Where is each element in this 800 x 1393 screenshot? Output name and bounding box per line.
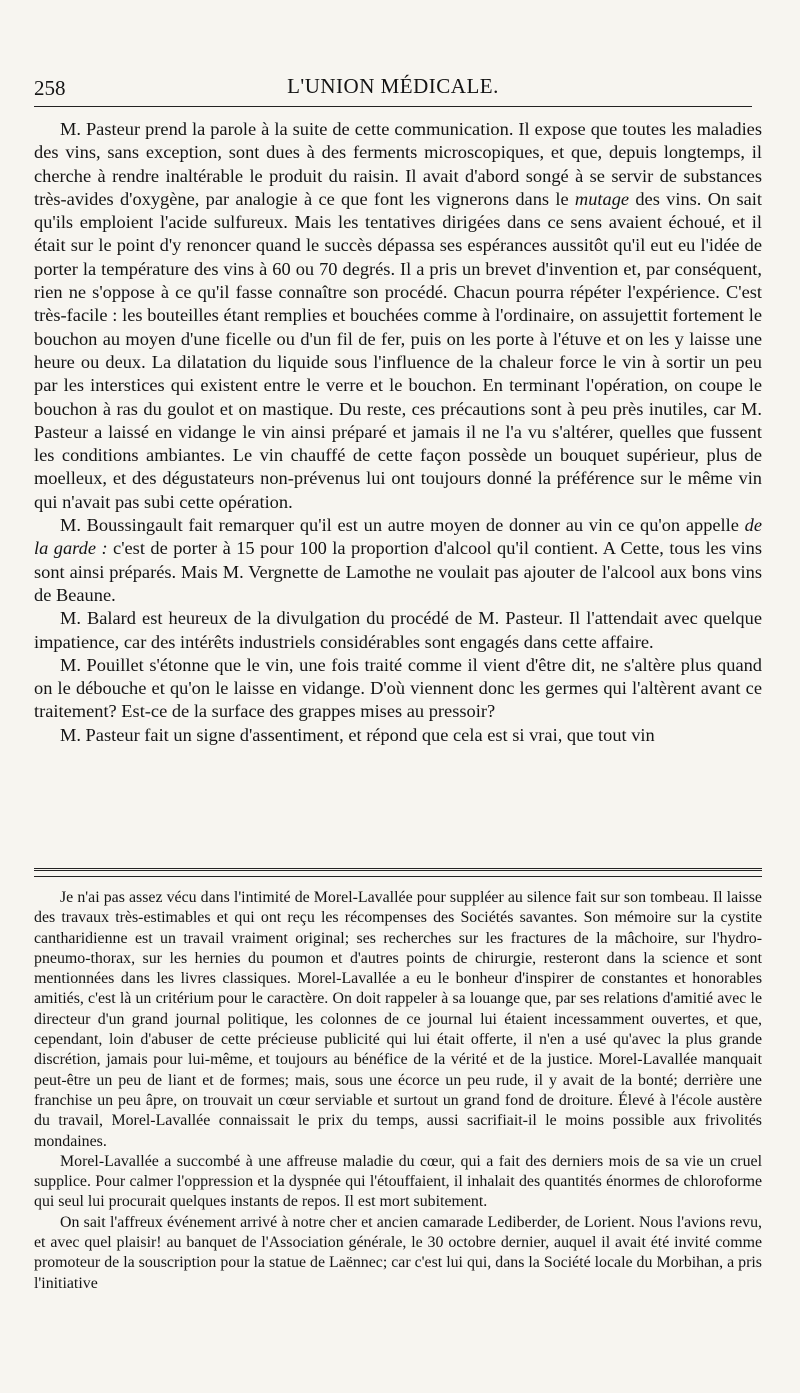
text-run: des vins. On sait qu'ils emploient l'acide sulfureux. Mais les tentatives dirigées dans ce sens avaient échoué, et il était sur le point d'y renoncer quand le succès dépassa ses espérances aussitôt qu'il eut eu l'idée de porter la température des vins à 60 ou 70 degrés. Il a pris un brevet d'invention et, par conséquent, rien ne s'oppose à ce qu'il fasse connaître son procédé. Chacun pourra répéter l'expérience. C'est très-facile : les bouteilles étant remplies et bouchées comme à l'ordinaire, on assujettit fortement le bouchon au moyen d'une ficelle ou d'un fil de fer, puis on les porte à l'étuve et on les y laisse une heure ou deux. La dilatation du liquide sous l'influence de la chaleur force le vin à sortir un peu par les interstices qui existent entre le verre et le bouchon. En terminant l'opération, on coupe le bouchon à ras du goulot et on mastique. Du reste, ces précautions sont à peu près inutiles, car M. Pasteur a laissé en vidange le vin ainsi préparé et jamais il ne l'a vu s'altérer, quelles que fussent les conditions ambiantes. Le vin chauffé de cette façon possède un bouquet supérieur, plus de moelleux, et des dégustateurs non-prévenus lui ont toujours donné la préférence sur le même vin qui n'avait pas subi cette opération. — [34, 188, 762, 512]
feuilleton-paragraph-2: Morel-Lavallée a succombé à une affreuse maladie du cœur, qui a fait des derniers mois de sa vie un cruel supplice. Pour calmer l'oppression et la dyspnée qui l'étouffaient, il inhalait des quantités énormes de chloroforme qui seul lui procurait quelques instants de repos. Il est mort subitement. — [34, 1152, 762, 1211]
page-header — [34, 70, 752, 107]
running-title: L'UNION MÉDICALE. — [287, 74, 499, 98]
paragraph-boussingault — [34, 514, 762, 607]
feuilleton-separator-thin — [34, 876, 762, 877]
text-run: M. Pasteur prend la parole à la suite de cette communication. Il expose que toutes les maladies des vins, sans exception, sont dues à des ferments microscopiques, et que, depuis longtemps, il cherche à rendre inaltérable le produit du raisin. Il avait d'abord songé à se servir de substances très-avides d'oxygène, par analogie à ce que font les vignerons dans le — [34, 119, 762, 209]
feuilleton-paragraph-3: On sait l'affreux événement arrivé à notre cher et ancien camarade Lediberder, de Lorient. Nous l'avions revu, et avec quel plaisir! au banquet de l'Association générale, le 30 octobre dernier, auquel il avait été invité comme promoteur de la souscription pour la statue de Laënnec; car c'est lui qui, dans la Société locale du Morbihan, a pris l'initiative — [34, 1213, 762, 1292]
paragraph-pasteur-reply: M. Pasteur fait un signe d'assentiment, et répond que cela est si vrai, que tout vin — [60, 724, 655, 745]
italic-term: mutage — [574, 188, 630, 209]
feuilleton-paragraph-1: Je n'ai pas assez vécu dans l'intimité de Morel-Lavallée pour suppléer au silence fait sur son tombeau. Il laisse des travaux très-estimables et qui ont reçu les récompenses des Sociétés savantes. Son mémoire sur la cystite cantharidienne est un travail vraiment original; ses recherches sur les fractures de la mâchoire, sur l'hydro-pneumo-thorax, sur les hernies du poumon et d'autres points de chirurgie, resteront dans la science et sont mentionnées dans les livres classiques. Morel-Lavallée a eu le bonheur d'inspirer de constantes et honorables amitiés, c'est là un critérium pour le caractère. On doit rappeler à sa louange que, par ses relations d'amitié avec le directeur d'un grand journal politique, les colonnes de ce journal lui étaient incessamment ouvertes, et que, cependant, loin d'abuser de cette précieuse publicité qui lui était offerte, il n'en a usé qu'avec la plus grande discrétion, jamais pour lui-même, et toujours au bénéfice de la vérité et de la justice. Morel-Lavallée manquait peut-être un peu de liant et de formes; mais, sous une écorce un peu rude, il y avait de la bonté; derrière une franchise un peu âpre, on trouvait un cœur serviable et surtout un grand fond de droiture. Élevé à l'école austère du travail, Morel-Lavallée connaissait le prix du temps, aussi sacrifiait-il le moins possible aux frivolités mondaines. — [34, 889, 762, 1150]
main-text — [34, 118, 762, 860]
text-run: M. Boussingault fait remarquer qu'il est un autre moyen de donner au vin ce qu'on appelle — [60, 515, 745, 536]
italic-term: de la garde : — [34, 515, 762, 559]
paragraph-pouillet: M. Pouillet s'étonne que le vin, une fois traité comme il vient d'être dit, ne s'altère plus quand on le débouche et qu'on le laisse en vidange. D'où viennent donc les germes qui l'altèrent avant ce traitement? Est-ce de la surface des grappes mises au pressoir? — [34, 654, 762, 722]
feuilleton-separator — [34, 868, 762, 871]
paragraph-balard: M. Balard est heureux de la divulgation du procédé de M. Pasteur. Il l'attendait avec quelque impatience, car des intérêts industriels considérables sont engagés dans cette affaire. — [34, 608, 762, 652]
paragraph-pasteur — [34, 118, 762, 514]
text-run: c'est de porter à 15 pour 100 la proportion d'alcool qu'il contient. A Cette, tous les vins sont ainsi préparés. Mais M. Vergnette de Lamothe ne voulait pas ajouter de l'alcool aux bons vins de Beaune. — [34, 538, 762, 605]
feuilleton-text — [34, 888, 762, 1388]
page-number: 258 — [34, 76, 66, 100]
